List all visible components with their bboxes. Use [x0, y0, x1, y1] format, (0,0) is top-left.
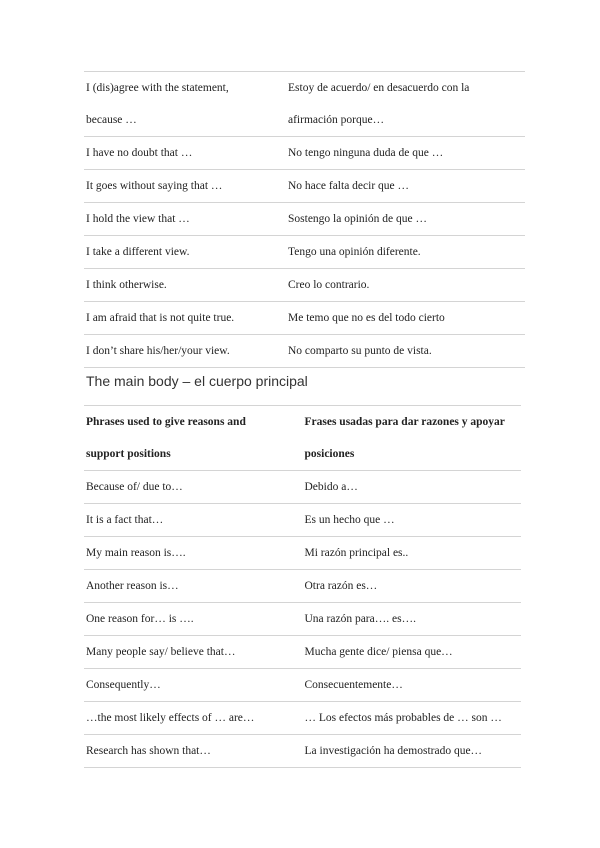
opinion-phrases-table	[84, 71, 525, 368]
english-phrase: I hold the view that …	[84, 203, 286, 236]
english-phrase: One reason for… is ….	[84, 603, 303, 636]
table-row	[84, 137, 525, 170]
english-column-header	[84, 406, 303, 471]
spanish-phrase-line-2: afirmación porque…	[288, 114, 385, 126]
table-header-row	[84, 406, 521, 471]
reasons-phrases-table	[84, 405, 521, 768]
spanish-phrase: Consecuentemente…	[303, 669, 522, 702]
english-phrase: …the most likely effects of … are…	[84, 702, 303, 735]
english-header-line-1: Phrases used to give reasons and	[86, 416, 246, 428]
spanish-phrase: Tengo una opinión diferente.	[286, 236, 525, 269]
spanish-phrase: No hace falta decir que …	[286, 170, 525, 203]
spanish-phrase: Creo lo contrario.	[286, 269, 525, 302]
spanish-phrase	[286, 72, 525, 137]
table-row	[84, 471, 521, 504]
table-row	[84, 72, 525, 137]
english-phrase: Because of/ due to…	[84, 471, 303, 504]
spanish-phrase: Sostengo la opinión de que …	[286, 203, 525, 236]
table-row	[84, 269, 525, 302]
spanish-column-header	[303, 406, 522, 471]
spanish-header-line-2: posiciones	[304, 448, 355, 460]
english-phrase: I think otherwise.	[84, 269, 286, 302]
english-phrase: Consequently…	[84, 669, 303, 702]
spanish-header-line-1: Frases usadas para dar razones y apoyar	[304, 416, 505, 428]
english-phrase-line-1: I (dis)agree with the statement,	[86, 82, 229, 94]
spanish-phrase: No comparto su punto de vista.	[286, 335, 525, 368]
table-row	[84, 735, 521, 768]
english-phrase-line-2: because …	[86, 114, 137, 126]
table-row	[84, 570, 521, 603]
table-row	[84, 603, 521, 636]
spanish-phrase-line-1: Estoy de acuerdo/ en desacuerdo con la	[288, 82, 470, 94]
english-phrase: It is a fact that…	[84, 504, 303, 537]
english-phrase: Research has shown that…	[84, 735, 303, 768]
table-row	[84, 335, 525, 368]
table-row	[84, 302, 525, 335]
spanish-phrase: Es un hecho que …	[303, 504, 522, 537]
english-phrase: It goes without saying that …	[84, 170, 286, 203]
spanish-phrase: Mucha gente dice/ piensa que…	[303, 636, 522, 669]
table-row	[84, 504, 521, 537]
table-row	[84, 537, 521, 570]
section-heading: The main body – el cuerpo principal	[86, 373, 308, 389]
spanish-phrase: Debido a…	[303, 471, 522, 504]
english-phrase: I take a different view.	[84, 236, 286, 269]
english-header-line-2: support positions	[86, 448, 171, 460]
spanish-phrase: No tengo ninguna duda de que …	[286, 137, 525, 170]
table-row	[84, 636, 521, 669]
english-phrase: Another reason is…	[84, 570, 303, 603]
spanish-phrase: La investigación ha demostrado que…	[303, 735, 522, 768]
english-phrase: I am afraid that is not quite true.	[84, 302, 286, 335]
table-row	[84, 669, 521, 702]
table-row	[84, 702, 521, 735]
spanish-phrase: Otra razón es…	[303, 570, 522, 603]
table-row	[84, 236, 525, 269]
table-row	[84, 170, 525, 203]
spanish-phrase: … Los efectos más probables de … son …	[303, 702, 522, 735]
english-phrase: I have no doubt that …	[84, 137, 286, 170]
spanish-phrase: Mi razón principal es..	[303, 537, 522, 570]
english-phrase	[84, 72, 286, 137]
spanish-phrase: Una razón para…. es….	[303, 603, 522, 636]
table-row	[84, 203, 525, 236]
english-phrase: My main reason is….	[84, 537, 303, 570]
spanish-phrase: Me temo que no es del todo cierto	[286, 302, 525, 335]
english-phrase: I don’t share his/her/your view.	[84, 335, 286, 368]
english-phrase: Many people say/ believe that…	[84, 636, 303, 669]
